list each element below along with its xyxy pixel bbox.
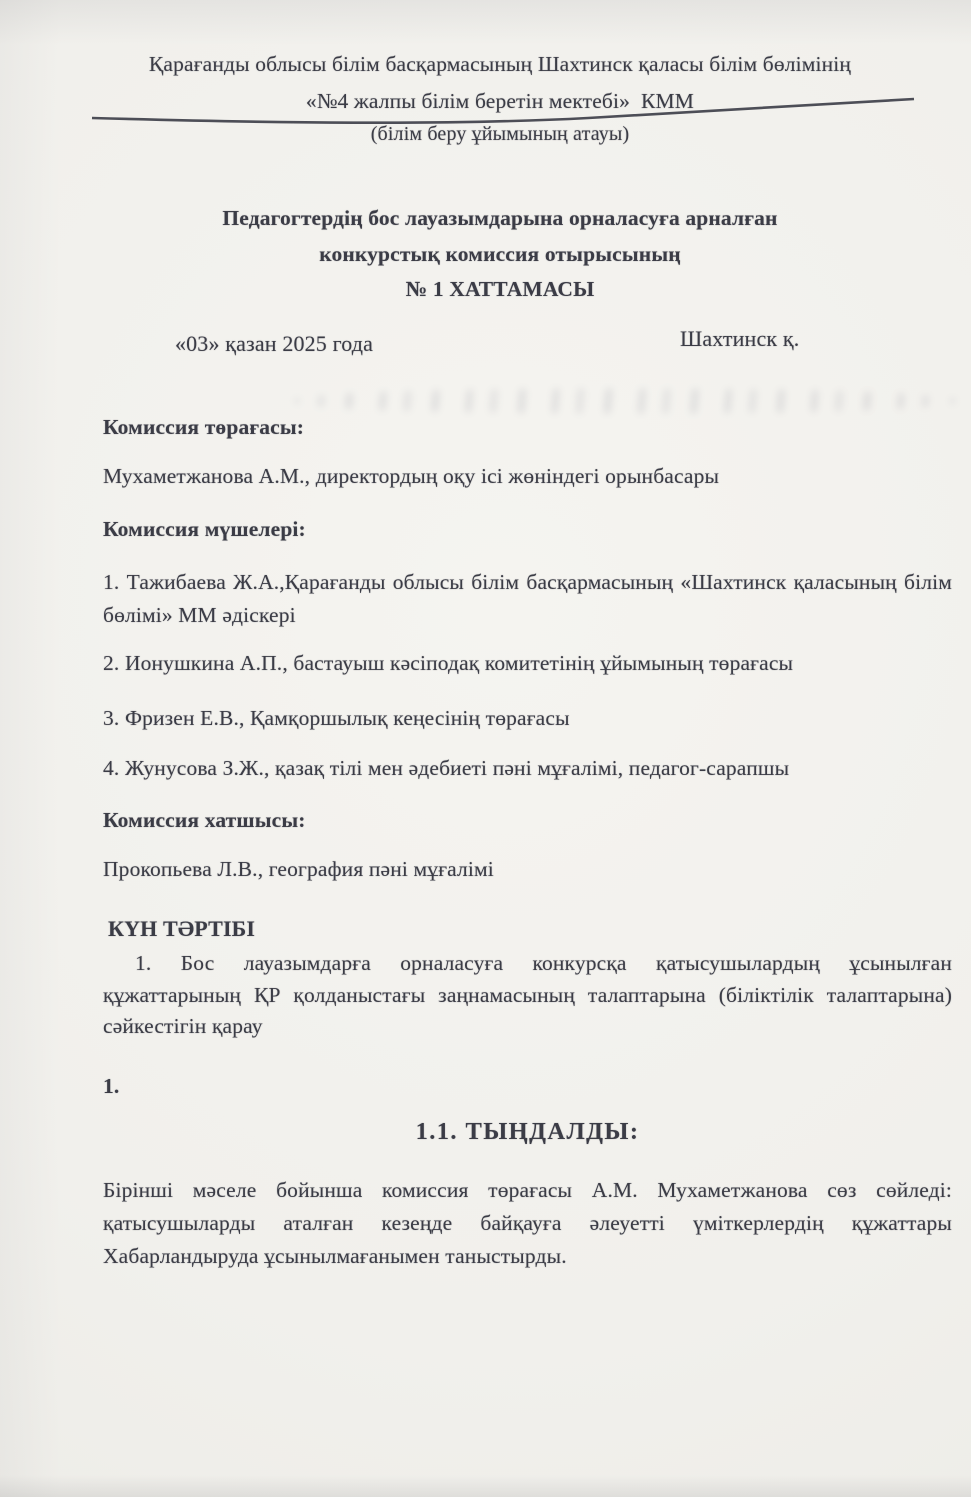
org-caption: (білім беру ұйымының атауы) xyxy=(370,123,630,145)
chair-heading: Комиссия төрағасы: xyxy=(103,415,305,439)
member-item: 2. Ионушкина А.П., бастауыш кәсіподақ комитетінің ұйымының төрағасы xyxy=(103,651,794,675)
chair-name: Мухаметжанова А.М., директордың оқу ісі жөніндегі орынбасары xyxy=(103,464,720,488)
heard-heading: 1.1. ТЫҢДАЛДЫ: xyxy=(415,1118,640,1145)
heard-text: Бірінші мәселе бойынша комиссия төрағасы А.М. Мухаметжанова сөз сөйледі: қатысушыларды аталған кезеңде байқауға әлеуетті үміткерлердің құжаттары Хабарландыруда ұсынылмағанымен таныстырды. xyxy=(103,1178,964,1268)
protocol-date: «03» қазан 2025 года xyxy=(175,331,373,356)
document-title xyxy=(85,201,915,308)
member-item: 1. Тажибаева Ж.А.,Қарағанды облысы білім басқармасының «Шахтинск қаласының білім бөлімі» ММ әдіскері xyxy=(103,570,952,627)
title-line3: № 1 ХАТТАМАСЫ xyxy=(405,277,595,301)
org-name-line1: Қарағанды облысы білім басқармасының Шахтинск қаласы білім бөлімінің xyxy=(148,52,852,76)
agenda-item: 1. Бос лауазымдарға орналасуға конкурсқа қатысушылардың ұсынылған құжаттарының ҚР қолданыстағы заңнамасының талаптарына (біліктілік талаптарына) сәйкестігін қарау xyxy=(103,951,952,1038)
protocol-place: Шахтинск қ. xyxy=(680,326,800,351)
org-name-line2: «№4 жалпы білім беретін мектебі» КММ xyxy=(305,89,695,113)
member-item: 4. Жунусова З.Ж., қазақ тілі мен әдебиеті пәні мұғалімі, педагог-сарапшы xyxy=(103,756,790,780)
agenda-heading: КҮН ТӘРТІБІ xyxy=(108,916,256,941)
members-heading: Комиссия мүшелері: xyxy=(103,517,306,541)
secretary-name: Прокопьева Л.В., география пәні мұғалімі xyxy=(103,857,494,881)
secretary-heading: Комиссия хатшысы: xyxy=(103,808,306,832)
title-line1: Педагогтердің бос лауазымдарына орналасуға арналған xyxy=(222,206,778,230)
title-line2: конкурстық комиссия отырысының xyxy=(319,241,681,266)
member-item: 3. Фризен Е.В., Қамқоршылық кеңесінің төрағасы xyxy=(103,706,570,730)
section-number: 1. xyxy=(103,1074,120,1098)
ink-bleed-through xyxy=(295,389,955,413)
